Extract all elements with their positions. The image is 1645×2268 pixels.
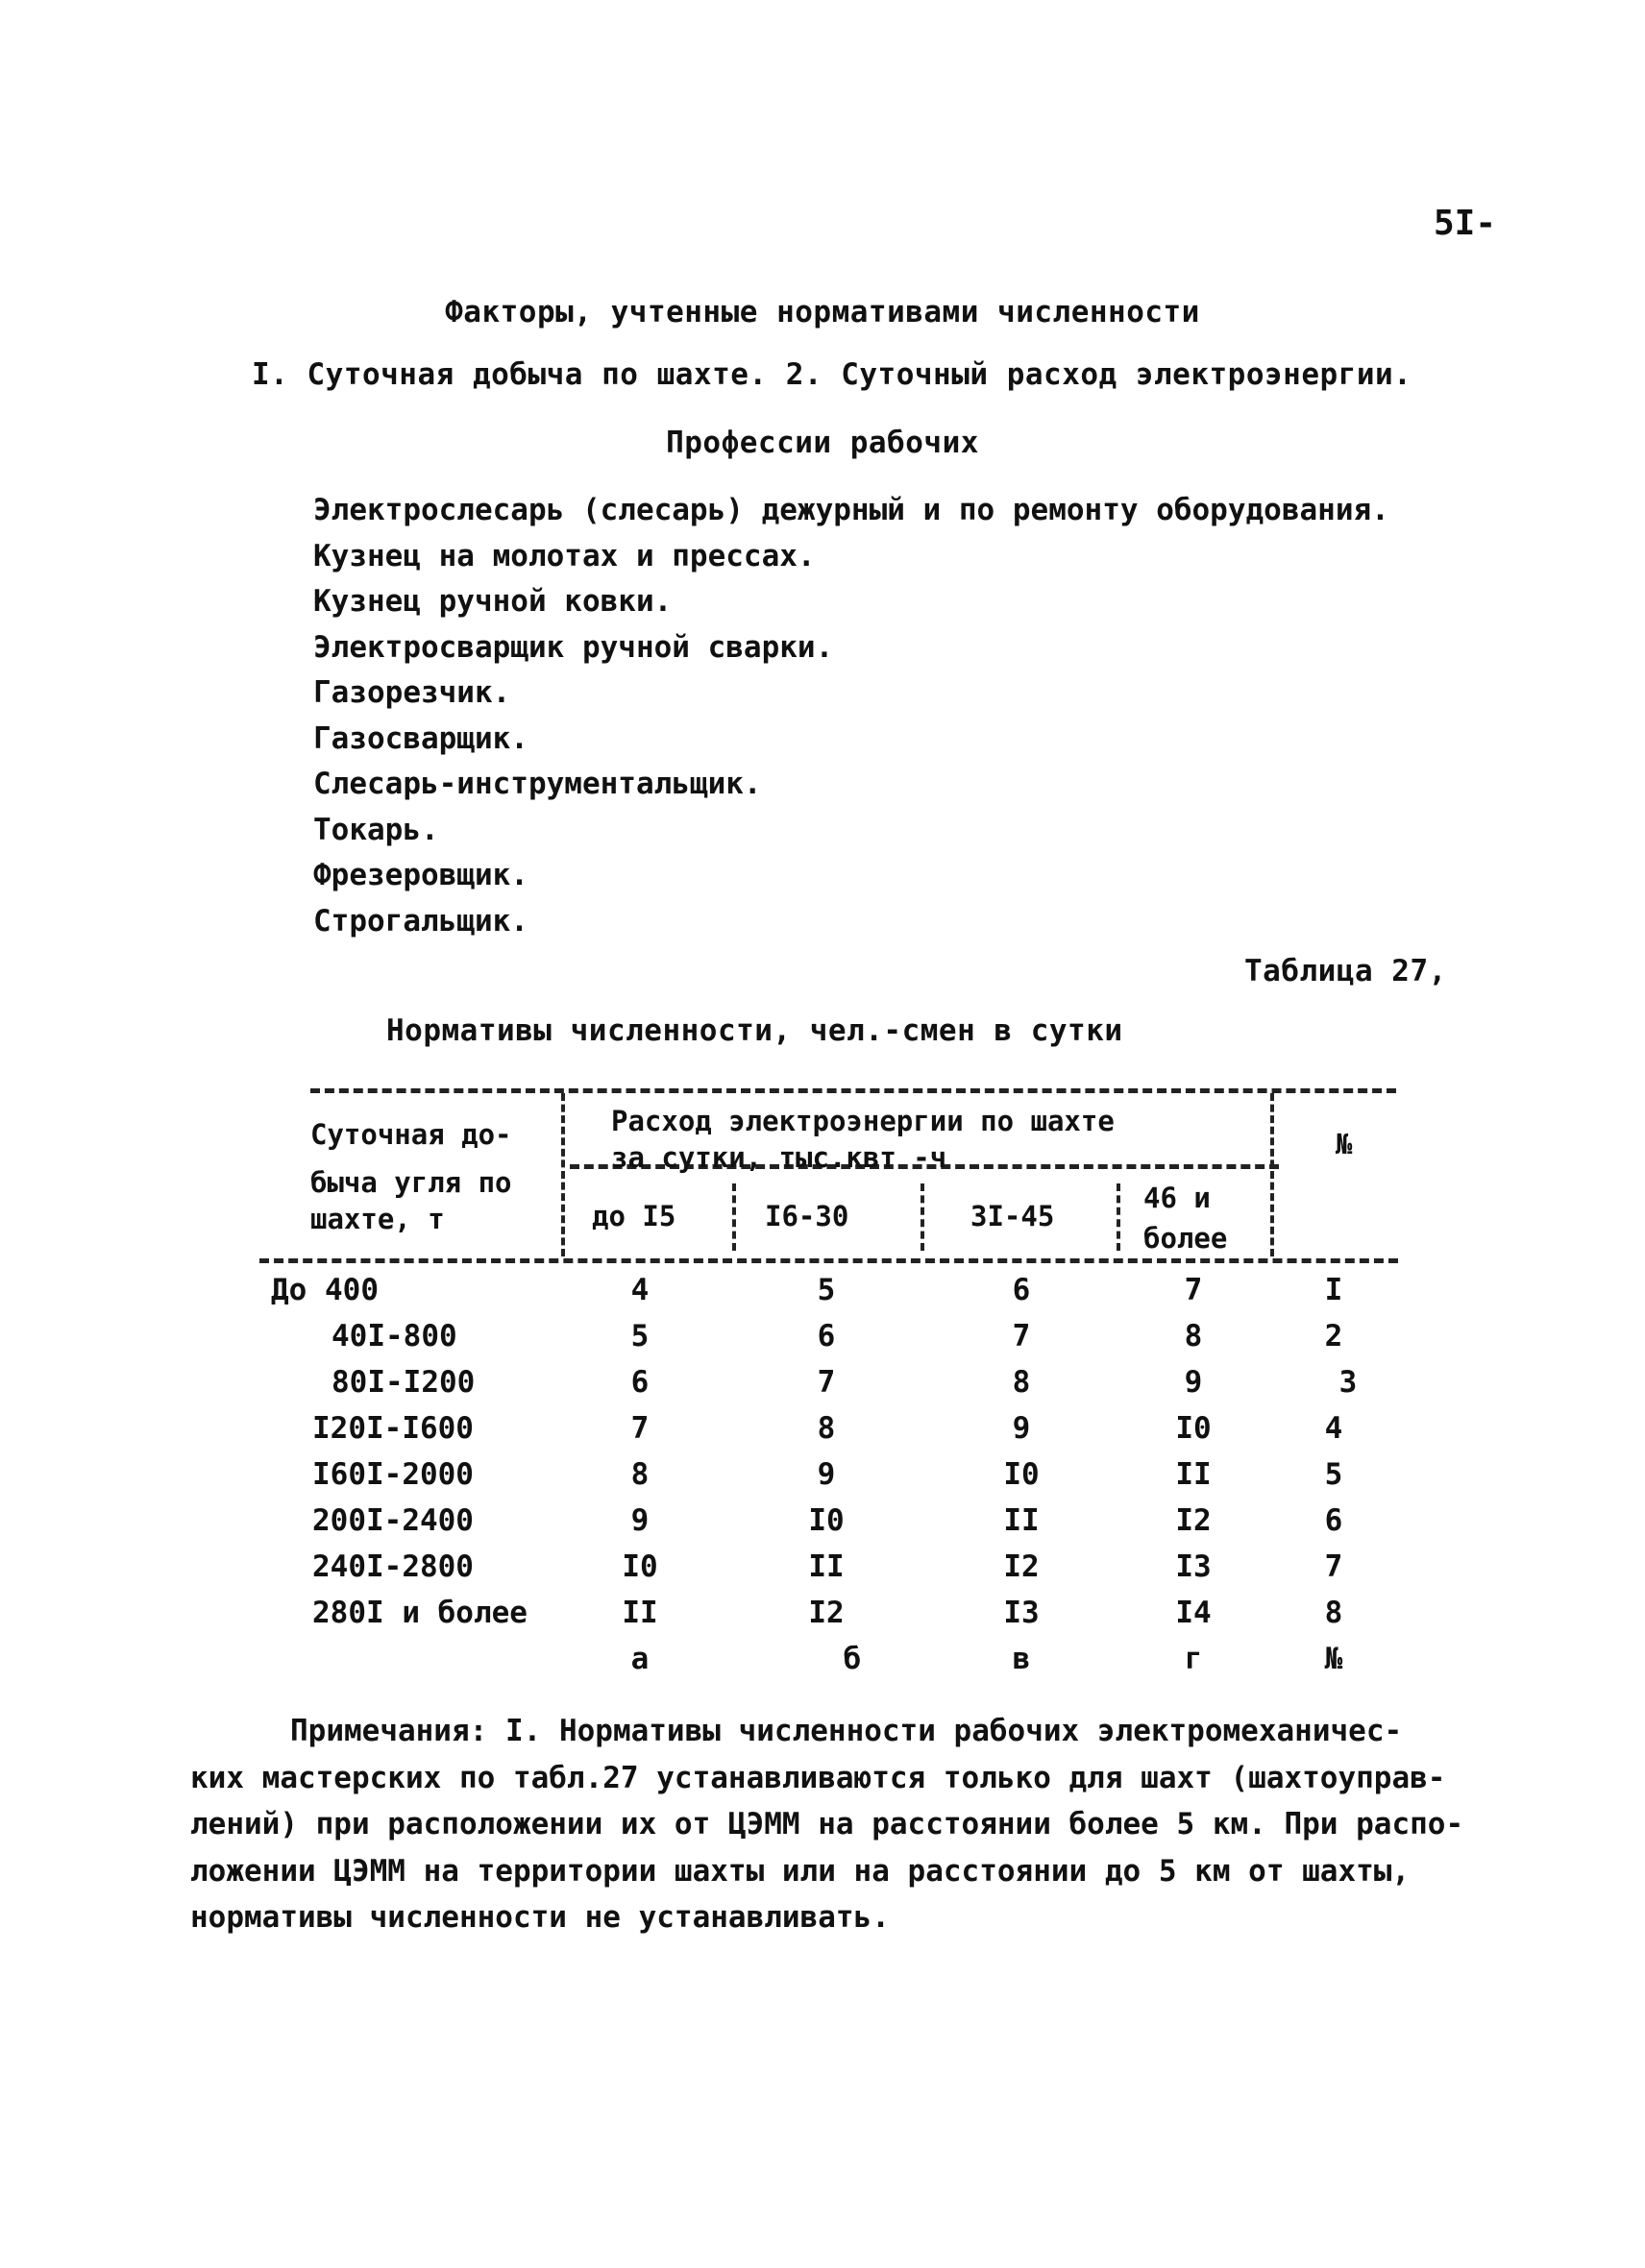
profession-item: Фрезеровщик. bbox=[313, 858, 528, 892]
row-label: I20I-I600 bbox=[312, 1411, 474, 1446]
table-label: Таблица 27, bbox=[1244, 954, 1447, 988]
table-cell: I2 bbox=[1175, 1503, 1212, 1538]
note-line: Примечания: I. Нормативы численности рабочих электромеханичес- bbox=[290, 1714, 1403, 1748]
table-cell: 9 bbox=[1012, 1411, 1031, 1446]
column-separator bbox=[921, 1183, 924, 1251]
note-line: ложении ЦЭММ на территории шахты или на расстоянии до 5 км от шахты, bbox=[190, 1853, 1411, 1889]
column-letter: г bbox=[1184, 1642, 1203, 1676]
note-block bbox=[190, 1708, 1509, 1941]
column-letter: в bbox=[1012, 1642, 1031, 1676]
row-number: 2 bbox=[1324, 1319, 1343, 1353]
row-label: 280I и более bbox=[312, 1596, 528, 1630]
professions-list bbox=[313, 488, 1389, 944]
row-label: 240I-2800 bbox=[312, 1549, 474, 1584]
row-header-line: быча угля по bbox=[310, 1166, 512, 1199]
row-number: 8 bbox=[1324, 1596, 1343, 1630]
factors-line: I. Суточная добыча по шахте. 2. Суточный расход электроэнергии. bbox=[252, 357, 1412, 392]
row-header bbox=[310, 1116, 512, 1237]
row-number: 5 bbox=[1324, 1457, 1343, 1492]
table-cell: 8 bbox=[817, 1411, 836, 1446]
table-cell: 6 bbox=[1012, 1273, 1031, 1307]
column-header: до I5 bbox=[592, 1200, 676, 1232]
note-line: нормативы численности не устанавливать. bbox=[190, 1900, 890, 1935]
table-cell: 7 bbox=[1012, 1319, 1031, 1353]
row-label: I60I-2000 bbox=[312, 1457, 474, 1492]
profession-item: Кузнец на молотах и прессах. bbox=[313, 538, 816, 573]
professions-title: Профессии рабочих bbox=[666, 426, 979, 460]
table-cell: 4 bbox=[630, 1273, 650, 1307]
column-separator bbox=[1270, 1093, 1274, 1256]
table-cell: II bbox=[808, 1549, 845, 1584]
note-line: ких мастерских по табл.27 устанавливаются только для шахт (шахтоуправ- bbox=[190, 1760, 1446, 1795]
profession-item: Газосварщик. bbox=[313, 720, 528, 756]
row-number: 7 bbox=[1324, 1549, 1343, 1584]
table-cell: 9 bbox=[630, 1503, 650, 1538]
profession-item: Строгальщик. bbox=[313, 903, 528, 939]
profession-item: Электросварщик ручной сварки. bbox=[313, 629, 834, 665]
profession-item: Электрослесарь (слесарь) дежурный и по ремонту оборудования. bbox=[313, 493, 1389, 527]
group-header-line: Расход электроэнергии по шахте bbox=[611, 1105, 1115, 1137]
table-cell: I0 bbox=[1003, 1457, 1040, 1492]
table-cell: 7 bbox=[630, 1411, 650, 1446]
table-cell: 8 bbox=[630, 1457, 650, 1492]
table-cell: I0 bbox=[1175, 1411, 1212, 1446]
table-cell: I4 bbox=[1175, 1596, 1212, 1630]
table-cell: I2 bbox=[1003, 1549, 1040, 1584]
table-cell: II bbox=[1175, 1457, 1212, 1492]
column-separator bbox=[732, 1183, 736, 1251]
group-header bbox=[611, 1103, 1115, 1176]
column-separator bbox=[1117, 1183, 1120, 1251]
page-number: 5I- bbox=[1434, 204, 1497, 243]
row-number: 3 bbox=[1338, 1365, 1358, 1400]
row-label: 40I-800 bbox=[331, 1319, 457, 1353]
row-label: 80I-I200 bbox=[331, 1365, 476, 1400]
group-header-line: за сутки, тыс.квт -ч bbox=[611, 1141, 947, 1174]
number-header: № bbox=[1336, 1128, 1353, 1160]
row-number: № bbox=[1324, 1642, 1343, 1676]
column-letter: а bbox=[630, 1642, 650, 1676]
table-cell: 5 bbox=[630, 1319, 650, 1353]
table-header-bottom-rule bbox=[259, 1258, 1398, 1263]
row-label: 200I-2400 bbox=[312, 1503, 474, 1538]
row-label: До 400 bbox=[271, 1273, 379, 1307]
table-cell: 7 bbox=[1184, 1273, 1203, 1307]
table-top-rule bbox=[310, 1088, 1396, 1093]
table-cell: 6 bbox=[817, 1319, 836, 1353]
table-cell: II bbox=[622, 1596, 658, 1630]
row-number: 4 bbox=[1324, 1411, 1343, 1446]
table-cell: 9 bbox=[1184, 1365, 1203, 1400]
table-cell: I3 bbox=[1175, 1549, 1212, 1584]
profession-item: Слесарь-инструментальщик. bbox=[313, 767, 762, 801]
profession-item: Токарь. bbox=[313, 812, 439, 847]
row-header-line: Суточная до- bbox=[310, 1118, 512, 1151]
column-header: 3I-45 bbox=[970, 1200, 1055, 1232]
row-number: 6 bbox=[1324, 1503, 1343, 1538]
table-title: Нормативы численности, чел.-смен в сутки bbox=[386, 1013, 1123, 1048]
profession-item: Кузнец ручной ковки. bbox=[313, 584, 673, 619]
table-cell: 8 bbox=[1184, 1319, 1203, 1353]
table-cell: I2 bbox=[808, 1596, 845, 1630]
table-cell: I0 bbox=[622, 1549, 658, 1584]
column-separator bbox=[561, 1093, 565, 1256]
column-letter: б bbox=[843, 1642, 862, 1676]
row-number: I bbox=[1324, 1273, 1343, 1307]
row-header-line: шахте, т bbox=[310, 1203, 445, 1235]
table-cell: 5 bbox=[817, 1273, 836, 1307]
table-cell: I0 bbox=[808, 1503, 845, 1538]
note-line: лений) при расположении их от ЦЭММ на расстоянии более 5 км. При распо- bbox=[190, 1807, 1464, 1841]
table-cell: 8 bbox=[1012, 1365, 1031, 1400]
factors-title: Факторы, учтенные нормативами численности bbox=[445, 295, 1200, 329]
column-header: 46 и более bbox=[1143, 1182, 1228, 1255]
profession-item: Газорезчик. bbox=[313, 675, 511, 710]
table-cell: 7 bbox=[817, 1365, 836, 1400]
table-cell: 6 bbox=[630, 1365, 650, 1400]
table-cell: 9 bbox=[817, 1457, 836, 1492]
table-cell: I3 bbox=[1003, 1596, 1040, 1630]
table-cell: II bbox=[1003, 1503, 1040, 1538]
column-header: I6-30 bbox=[765, 1200, 849, 1232]
